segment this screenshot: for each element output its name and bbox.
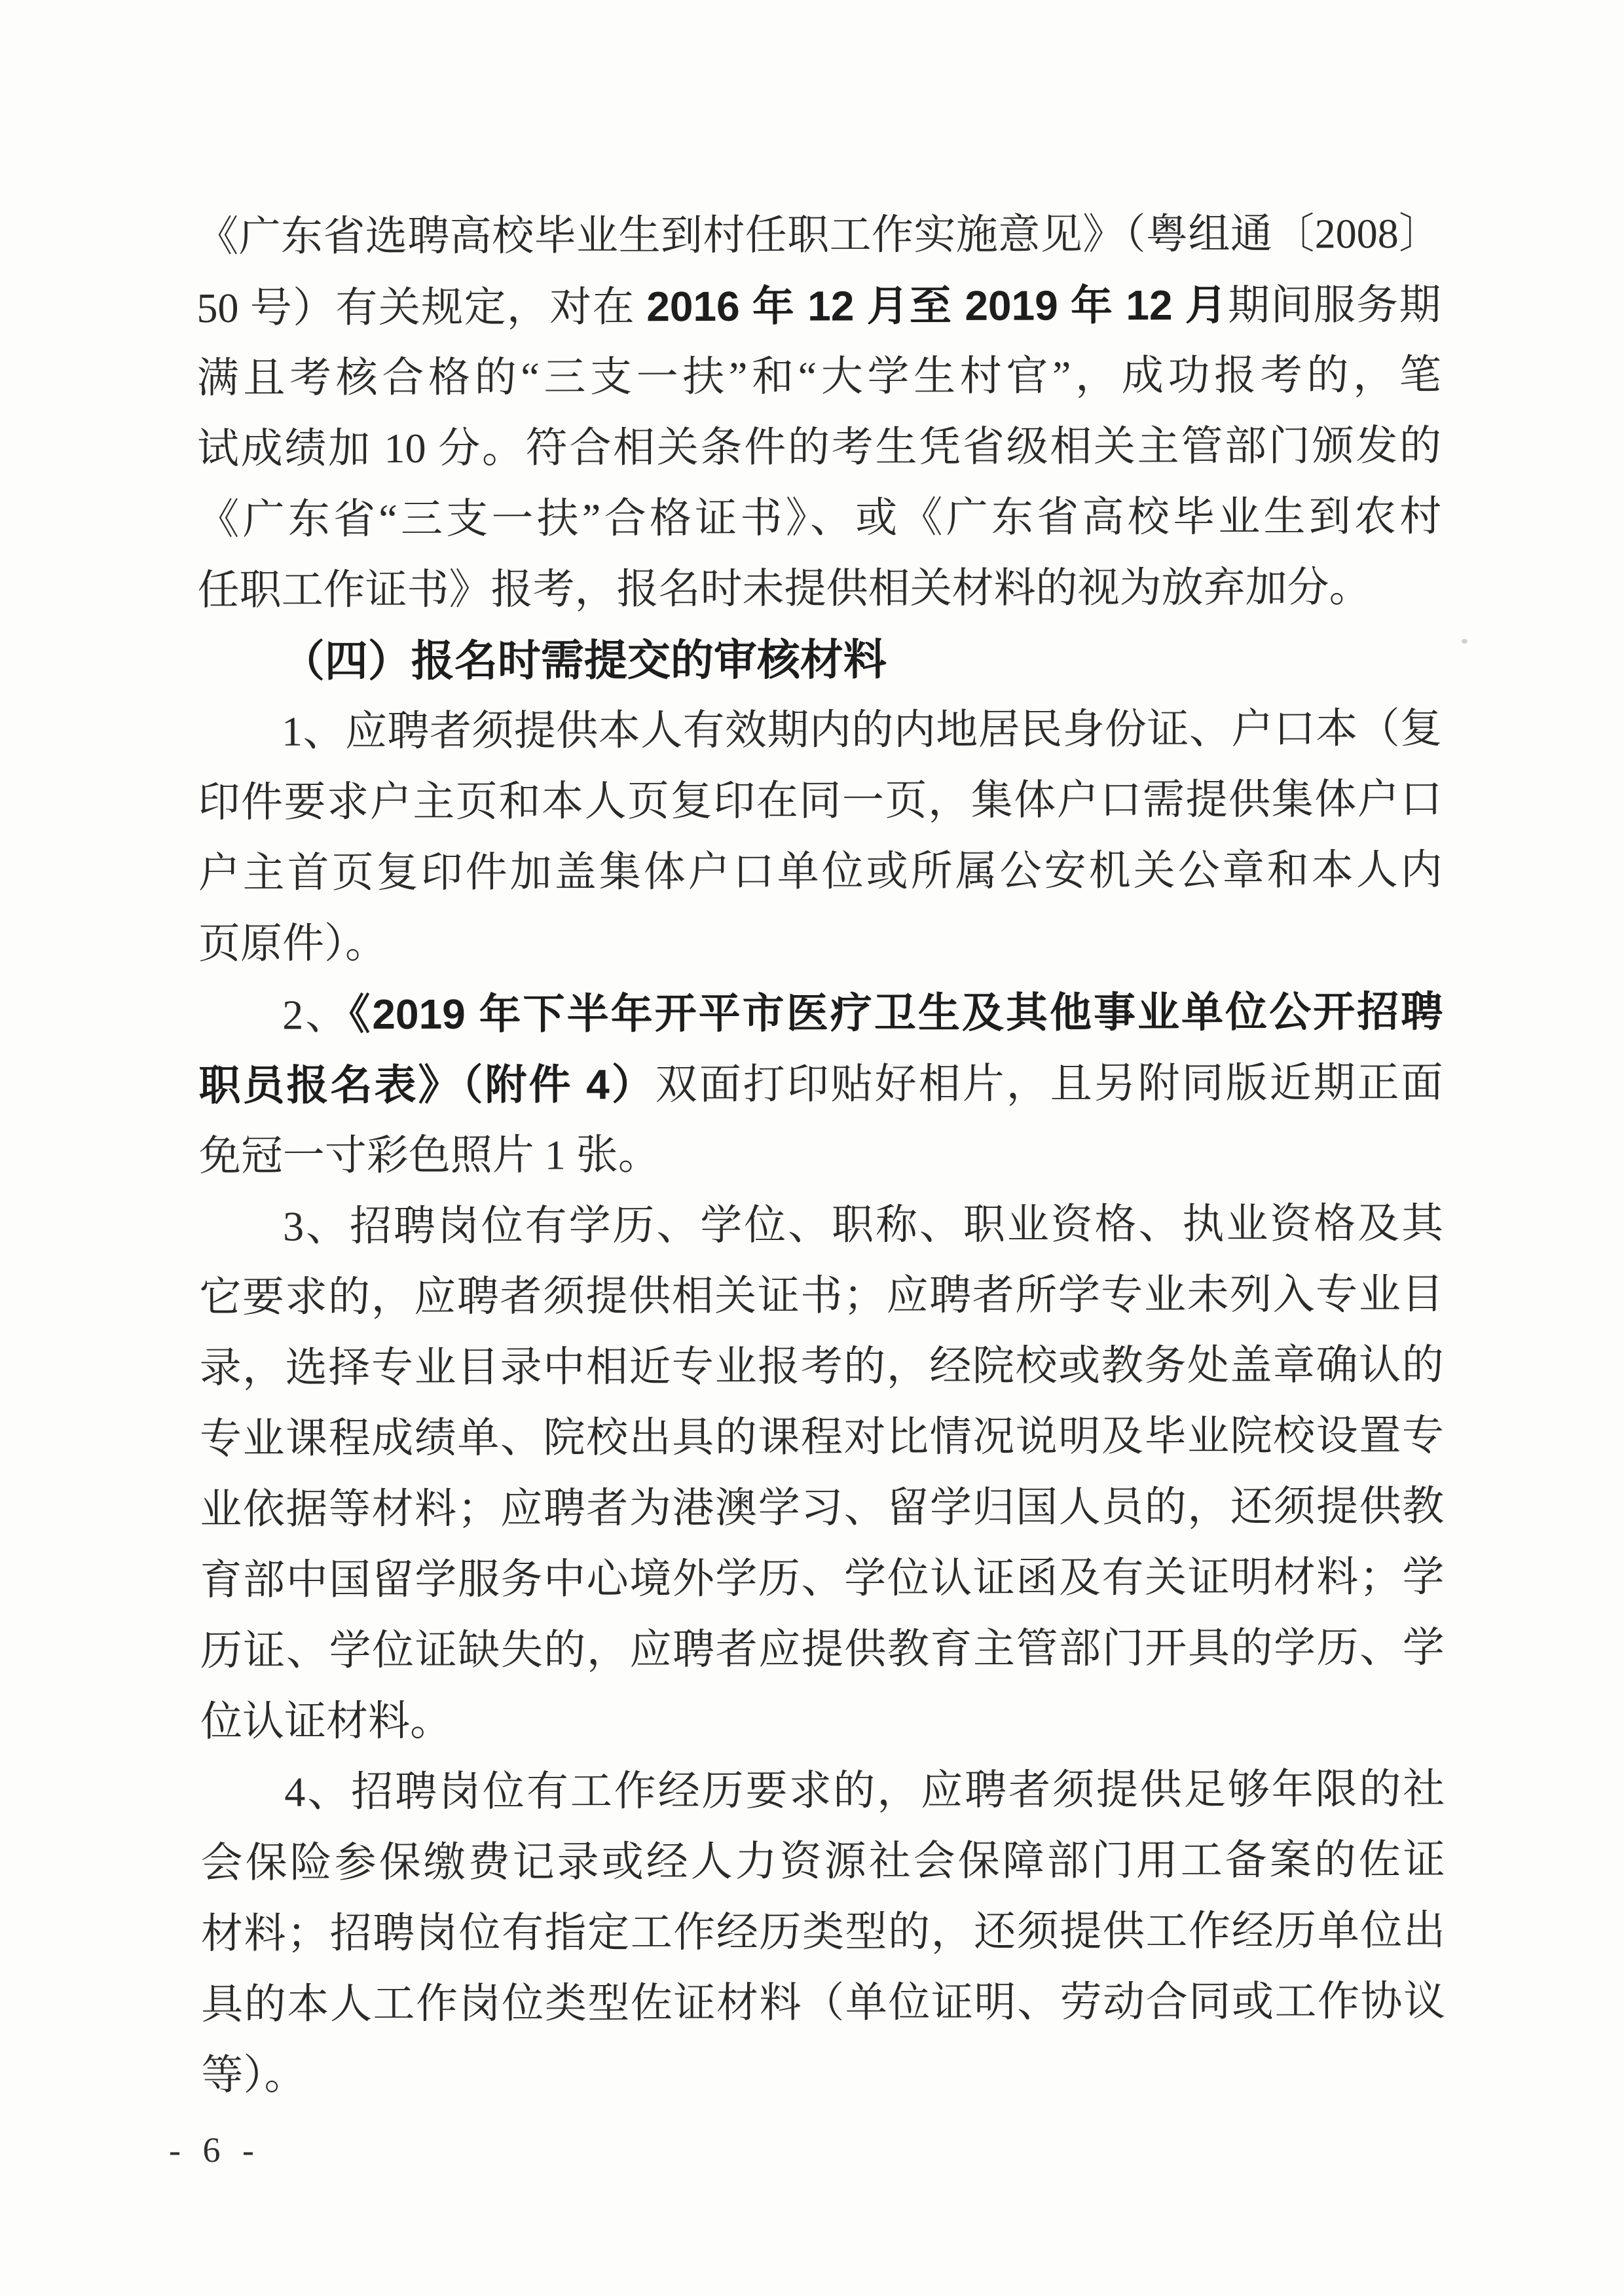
text-segment: 户主首页复印件加盖集体户口单位或所属公安机关公章和本人内 — [198, 847, 1443, 896]
text-line — [200, 1400, 1444, 1474]
text-line — [198, 976, 1443, 1050]
document-body — [196, 198, 1446, 2111]
text-segment: 业依据等材料；应聘者为港澳学习、留学归国人员的，还须提供教 — [200, 1483, 1445, 1533]
text-segment: 位认证材料。 — [200, 1697, 452, 1745]
text-line — [198, 764, 1442, 838]
text-segment: 《广东省“三支一扶”合格证书》、或《广东省高校毕业生到农村 — [197, 493, 1442, 543]
text-line — [200, 1613, 1445, 1686]
text-segment: 等）。 — [201, 2051, 306, 2098]
text-segment: 双面打印贴好相片，且另附同版近期正面 — [655, 1059, 1443, 1108]
text-line — [201, 1895, 1445, 1969]
text-line — [201, 1825, 1445, 1899]
text-line — [199, 1188, 1443, 1262]
text-line — [200, 1542, 1444, 1616]
text-segment: 印件要求户主页和本人页复印在同一页，集体户口需提供集体户口 — [198, 776, 1443, 826]
text-segment: 免冠一寸彩色照片 1 张。 — [198, 1131, 660, 1179]
text-segment: 具的本人工作岗位类型佐证材料（单位证明、劳动合同或工作协议 — [201, 1978, 1446, 2028]
text-line — [200, 1683, 1445, 1757]
text-segment: 历证、学位证缺失的，应聘者应提供教育主管部门开具的学历、学 — [200, 1624, 1445, 1674]
text-line — [200, 1471, 1444, 1545]
text-segment: 4、招聘岗位有工作经历要求的，应聘者须提供足够年限的社 — [284, 1766, 1445, 1815]
text-line — [199, 1259, 1443, 1333]
text-line — [201, 1966, 1445, 2040]
text-line — [200, 1754, 1445, 1828]
text-segment: 试成绩加 10 分。符合相关条件的考生凭省级相关主管部门颁发的 — [196, 422, 1442, 472]
page-number: - 6 - — [169, 2130, 261, 2170]
text-line — [197, 552, 1441, 626]
text-line — [196, 198, 1441, 272]
text-segment: 专业课程成绩单、院校出具的课程对比情况说明及毕业院校设置专 — [199, 1412, 1445, 1462]
text-line — [198, 1047, 1443, 1121]
text-line — [201, 2037, 1445, 2111]
text-segment: 期间服务期 — [1227, 282, 1441, 329]
text-line — [197, 340, 1441, 414]
text-segment: 满且考核合格的“三支一扶”和“大学生村官”，成功报考的，笔 — [196, 352, 1441, 401]
text-segment: 《2019 年下半年开平市医疗卫生及其他事业单位公开招聘 — [349, 988, 1443, 1038]
text-segment: 50 号）有关规定，对在 — [196, 283, 647, 331]
text-line — [197, 410, 1441, 484]
text-segment: 它要求的，应聘者须提供相关证书；应聘者所学专业未列入专业目 — [199, 1271, 1444, 1321]
text-segment: （四）报名时需提交的审核材料 — [281, 635, 887, 685]
text-segment: 材料；招聘岗位有指定工作经历类型的，还须提供工作经历单位出 — [200, 1907, 1446, 1957]
text-segment: 《广东省选聘高校毕业生到村任职工作实施意见》（粤组通〔2008〕 — [196, 210, 1441, 260]
text-line — [196, 269, 1441, 343]
text-segment: 任职工作证书》报考，报名时未提供相关材料的视为放弃加分。 — [197, 564, 1371, 613]
text-segment: 页原件）。 — [198, 920, 388, 967]
text-segment: 职员报名表》（附件 4） — [198, 1061, 655, 1109]
text-segment: 会保险参保缴费记录或经人力资源社会保障部门用工备案的佐证 — [200, 1836, 1445, 1886]
text-segment: 3、招聘岗位有学历、学位、职称、职业资格、执业资格及其 — [283, 1200, 1444, 1250]
text-line — [197, 481, 1441, 555]
scan-speckle — [1462, 639, 1467, 644]
section-heading — [198, 623, 1442, 697]
text-line — [198, 835, 1443, 909]
text-line — [198, 693, 1442, 767]
text-segment: 2、 — [282, 991, 350, 1038]
text-segment: 录，选择专业目录中相近专业报考的，经院校或教务处盖章确认的 — [199, 1341, 1444, 1391]
text-line — [198, 905, 1443, 979]
text-segment: 1、应聘者须提供本人有效期内的内地居民身份证、户口本（复 — [282, 705, 1443, 755]
text-line — [199, 1118, 1443, 1192]
text-line — [200, 1330, 1444, 1404]
text-segment: 2016 年 12 月至 2019 年 12 月 — [646, 281, 1228, 331]
text-segment: 育部中国留学服务中心境外学历、学位认证函及有关证明材料；学 — [200, 1554, 1445, 1603]
